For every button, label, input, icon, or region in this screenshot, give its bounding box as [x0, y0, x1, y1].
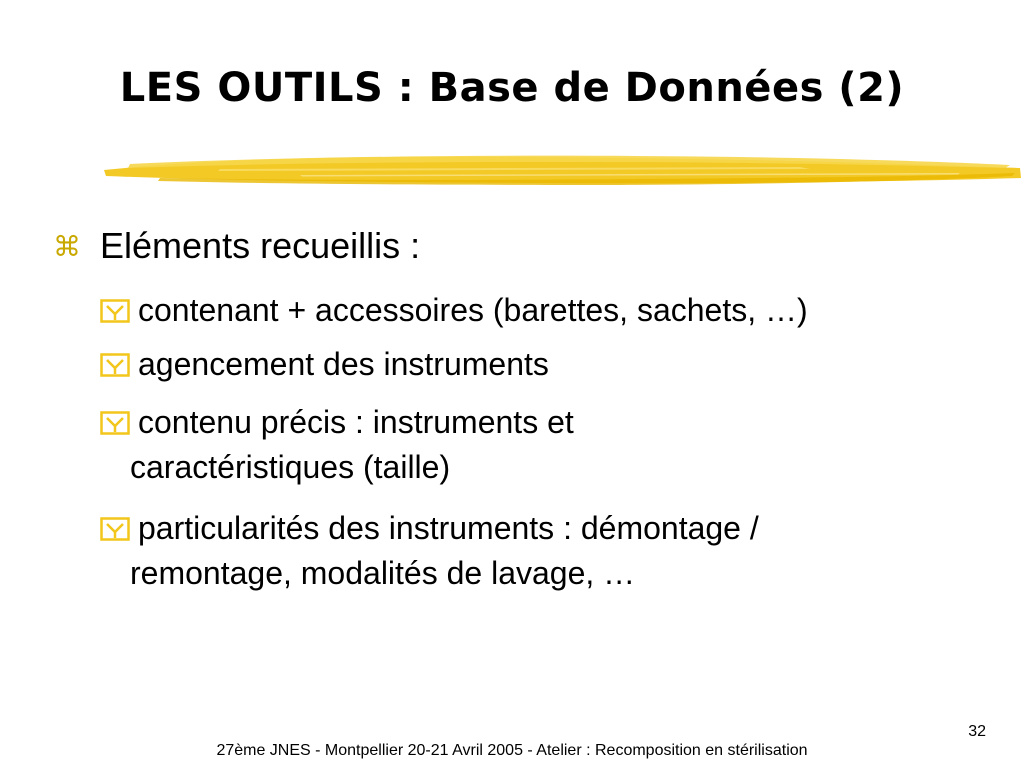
- sub-item: [100, 506, 1000, 596]
- checked-box-icon: [100, 411, 130, 435]
- sub-item-text-continued: remontage, modalités de lavage, …: [130, 555, 636, 591]
- checked-box-icon: [100, 517, 130, 541]
- sub-item-text: particularités des instruments : démontage /: [138, 510, 759, 546]
- main-bullet-text: Eléments recueillis :: [100, 225, 421, 266]
- sub-item: [100, 400, 1000, 490]
- sub-item-text: agencement des instruments: [138, 346, 549, 382]
- slide-title: LES OUTILS : Base de Données (2): [119, 65, 905, 111]
- footer-text: 27ème JNES - Montpellier 20-21 Avril 2005 - Atelier : Recomposition en stérilisation: [216, 742, 808, 759]
- checked-box-icon: [100, 353, 130, 377]
- sub-item-text: contenant + accessoires (barettes, sachets, …): [138, 292, 808, 328]
- checked-box-icon: [100, 299, 130, 323]
- sub-item: [100, 342, 1000, 387]
- page-number: 32: [968, 723, 986, 740]
- sub-item-text-continued: caractéristiques (taille): [130, 449, 451, 485]
- yellow-brush-stroke: [100, 148, 1024, 190]
- sub-item: [100, 288, 1000, 333]
- main-bullet: [44, 222, 420, 271]
- command-key-icon: ⌘: [53, 230, 81, 263]
- sub-item-text: contenu précis : instruments et: [138, 404, 574, 440]
